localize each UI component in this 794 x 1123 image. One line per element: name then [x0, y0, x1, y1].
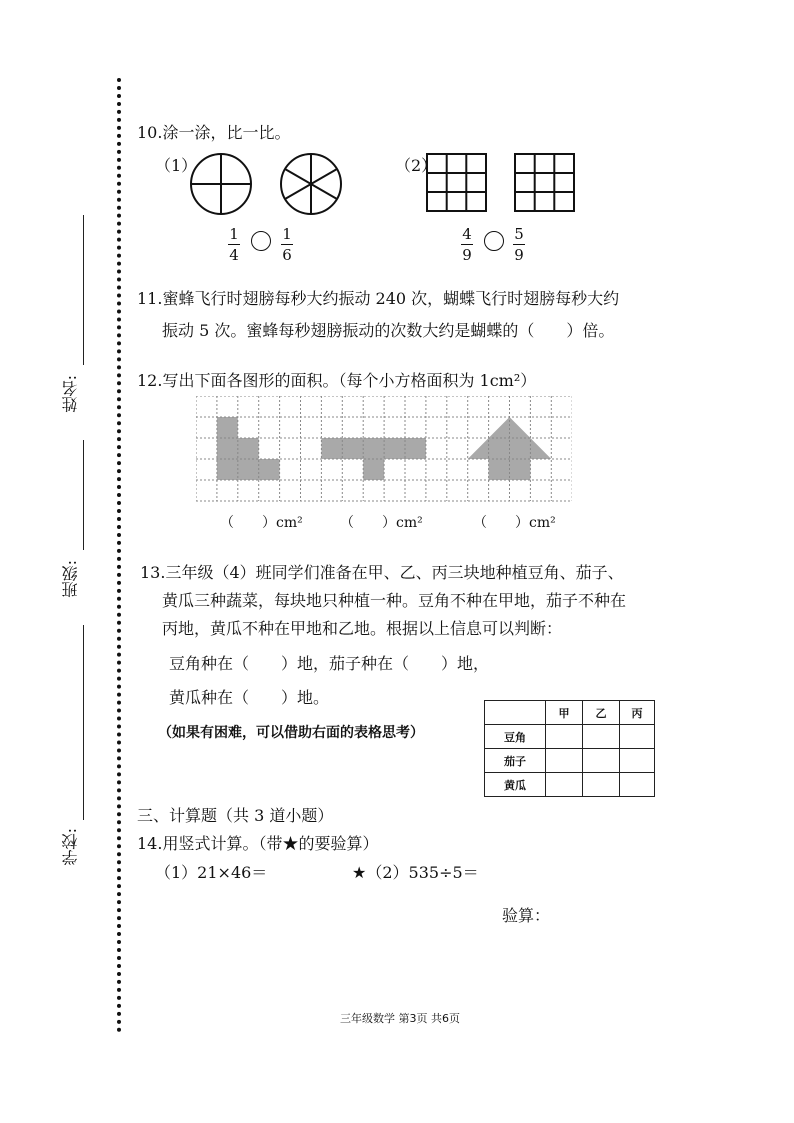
- circle-sixths: [281, 154, 341, 214]
- class-label: 班级:: [61, 560, 80, 598]
- section3-title: 三、计算题（共 3 道小题）: [137, 806, 334, 825]
- grid-3x3-left: [427, 154, 486, 211]
- name-label: 姓名:: [61, 375, 80, 413]
- table-cell[interactable]: [583, 749, 620, 773]
- q13-line4: 豆角种在（ ）地，茄子种在（ ）地，: [169, 654, 490, 673]
- class-underline: [83, 440, 84, 550]
- shape-1: [217, 417, 280, 480]
- table-cell[interactable]: [546, 749, 583, 773]
- grid-3x3-right: [515, 154, 574, 211]
- table-cell[interactable]: [620, 749, 655, 773]
- school-underline: [83, 625, 84, 820]
- q12-answer-3: （ ）cm²: [473, 515, 556, 531]
- q12-title: 12.写出下面各图形的面积。（每个小方格面积为 1cm²）: [137, 371, 537, 390]
- q10-part2-label: （2）: [395, 156, 438, 175]
- table-cell[interactable]: [620, 773, 655, 797]
- q10-part1-label: （1）: [155, 156, 198, 175]
- fraction-numerator: 1: [282, 225, 292, 243]
- q13-line3: 丙地，黄瓜不种在甲地和乙地。根据以上信息可以判断：: [162, 619, 563, 638]
- circle-quarters: [191, 154, 251, 214]
- fraction-numerator: 4: [462, 225, 472, 243]
- compare-circle-2[interactable]: [484, 231, 504, 251]
- q12-grid-figure: [196, 396, 572, 504]
- table-cell[interactable]: [620, 725, 655, 749]
- q10-title: 10.涂一涂，比一比。: [137, 123, 291, 142]
- table-cell[interactable]: [583, 725, 620, 749]
- table-header-jia: 甲: [546, 701, 583, 725]
- q14-part2: ★（2）535÷5＝: [352, 863, 479, 882]
- table-row-label-huanggua: 黄瓜: [485, 773, 546, 797]
- table-cell[interactable]: [583, 773, 620, 797]
- q14-title: 14.用竖式计算。（带★的要验算）: [137, 834, 379, 853]
- page-footer: 三年级数学 第3页 共6页: [340, 1012, 460, 1025]
- table-row-label-qiezi: 茄子: [485, 749, 546, 773]
- q11-line1: 11.蜜蜂飞行时翅膀每秒大约振动 240 次，蝴蝶飞行时翅膀每秒大约: [137, 289, 620, 308]
- q13-line1: 13.三年级（4）班同学们准备在甲、乙、丙三块地种植豆角、茄子、: [140, 563, 624, 582]
- table-header-empty: [485, 701, 546, 725]
- school-label: 学校:: [61, 828, 80, 866]
- fraction-denominator: 9: [514, 246, 524, 264]
- q12-answer-2: （ ）cm²: [340, 515, 423, 531]
- table-row-label-doujiao: 豆角: [485, 725, 546, 749]
- fraction-denominator: 9: [462, 246, 472, 264]
- fraction-denominator: 4: [229, 246, 239, 264]
- q11-line2: 振动 5 次。蜜蜂每秒翅膀振动的次数大约是蝴蝶的（ ）倍。: [162, 321, 615, 340]
- q10-figures: [0, 0, 794, 300]
- table-cell[interactable]: [546, 773, 583, 797]
- fraction-1-6: [281, 225, 293, 264]
- table-cell[interactable]: [546, 725, 583, 749]
- fraction-denominator: 6: [282, 246, 292, 264]
- q13-hint: （如果有困难，可以借助右面的表格思考）: [158, 725, 424, 741]
- table-header-yi: 乙: [583, 701, 620, 725]
- fraction-5-9: [513, 225, 525, 264]
- q14-check-label: 验算：: [502, 906, 551, 925]
- q12-answer-1: （ ）cm²: [220, 515, 303, 531]
- q13-line5: 黄瓜种在（ ）地。: [169, 688, 330, 707]
- fraction-1-4: [228, 225, 240, 264]
- compare-circle-1[interactable]: [251, 231, 271, 251]
- fraction-numerator: 5: [514, 225, 524, 243]
- fraction-numerator: 1: [229, 225, 239, 243]
- fraction-4-9: [461, 225, 473, 264]
- q13-thinking-table: [484, 700, 655, 797]
- table-header-bing: 丙: [620, 701, 655, 725]
- q13-line2: 黄瓜三种蔬菜，每块地只种植一种。豆角不种在甲地，茄子不种在: [162, 591, 627, 610]
- q14-part1: （1）21×46＝: [155, 863, 268, 882]
